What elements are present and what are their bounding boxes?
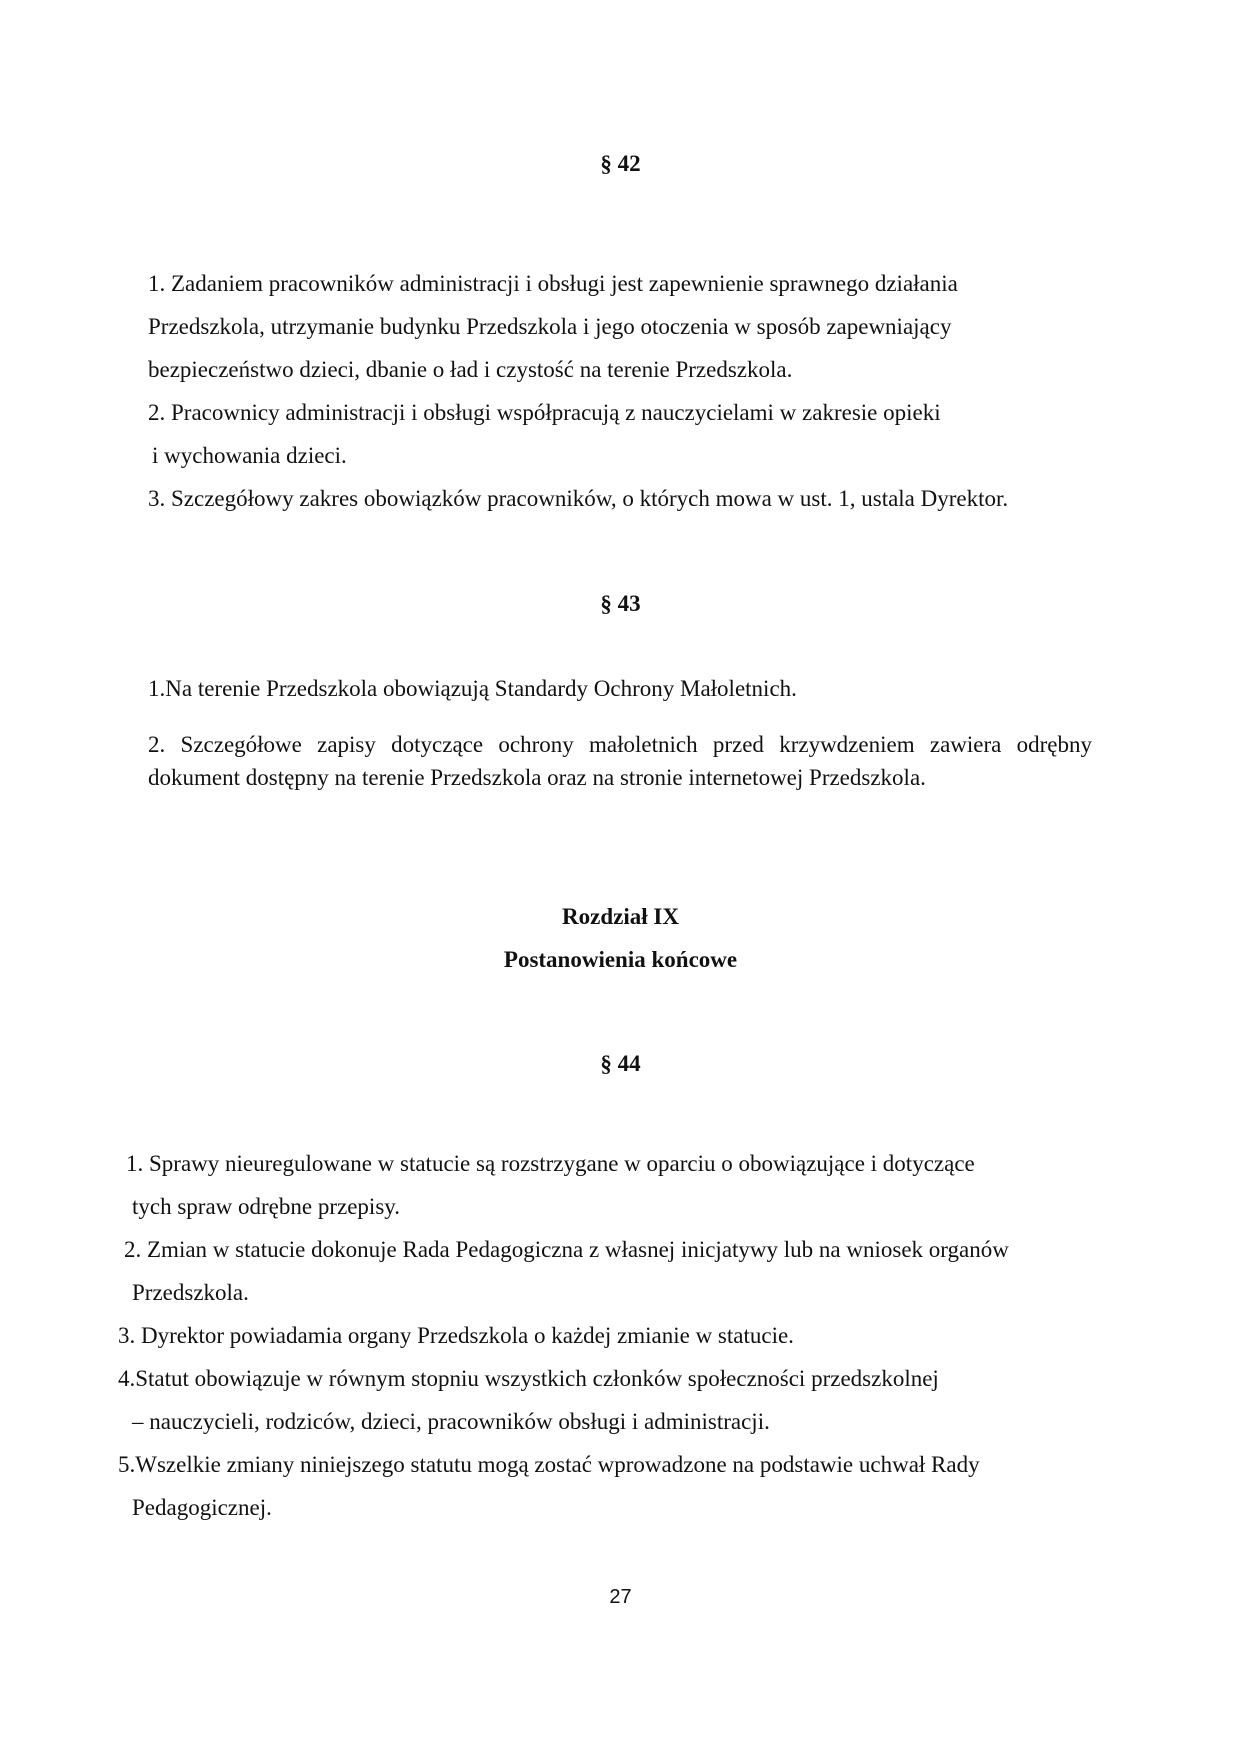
section-43-line-1: 1.Na terenie Przedszkola obowiązują Standardy Ochrony Małoletnich. bbox=[148, 676, 797, 701]
section-43-heading: § 43 bbox=[600, 591, 641, 616]
section-42-line-4: 2. Pracownicy administracji i obsługi współpracują z nauczycielami w zakresie opieki bbox=[148, 400, 941, 425]
chapter-subtitle: Postanowienia końcowe bbox=[503, 947, 738, 972]
section-42-line-2: Przedszkola, utrzymanie budynku Przedszkola i jego otoczenia w sposób zapewniający bbox=[148, 314, 952, 339]
section-42-line-3: bezpieczeństwo dzieci, dbanie o ład i czystość na terenie Przedszkola. bbox=[148, 357, 793, 382]
section-44-heading: § 44 bbox=[600, 1051, 641, 1076]
section-44-line-1: 1. Sprawy nieuregulowane w statucie są rozstrzygane w oparciu o obowiązujące i dotyczące bbox=[126, 1151, 975, 1176]
section-44-line-6: 4.Statut obowiązuje w równym stopniu wszystkich członków społeczności przedszkolnej bbox=[118, 1366, 939, 1391]
section-42-line-5: i wychowania dzieci. bbox=[152, 443, 347, 468]
section-44-line-9: Pedagogicznej. bbox=[132, 1495, 272, 1520]
section-44-line-3: 2. Zmian w statucie dokonuje Rada Pedagogiczna z własnej inicjatywy lub na wniosek organów bbox=[124, 1237, 1009, 1262]
chapter-title: Rozdział IX bbox=[562, 904, 679, 929]
section-42-line-1: 1. Zadaniem pracowników administracji i obsługi jest zapewnienie sprawnego działania bbox=[148, 271, 958, 296]
section-43-paragraph-2: 2. Szczegółowe zapisy dotyczące ochrony małoletnich przed krzywdzeniem zawiera odrębny dokument dostępny na terenie Przedszkola oraz na stronie internetowej Przedszkola. bbox=[148, 732, 1092, 790]
section-44-line-5: 3. Dyrektor powiadamia organy Przedszkola o każdej zmianie w statucie. bbox=[118, 1323, 794, 1348]
section-44-line-2: tych spraw odrębne przepisy. bbox=[132, 1194, 401, 1219]
section-44-line-4: Przedszkola. bbox=[132, 1280, 249, 1305]
section-44-line-8: 5.Wszelkie zmiany niniejszego statutu mogą zostać wprowadzone na podstawie uchwał Rady bbox=[118, 1452, 980, 1477]
page-number: 27 bbox=[609, 1586, 632, 1608]
section-44-line-7: – nauczycieli, rodziców, dzieci, pracowników obsługi i administracji. bbox=[132, 1409, 770, 1434]
section-42-line-6: 3. Szczegółowy zakres obowiązków pracowników, o których mowa w ust. 1, ustala Dyrektor. bbox=[148, 486, 1009, 511]
section-42-heading: § 42 bbox=[600, 151, 641, 176]
